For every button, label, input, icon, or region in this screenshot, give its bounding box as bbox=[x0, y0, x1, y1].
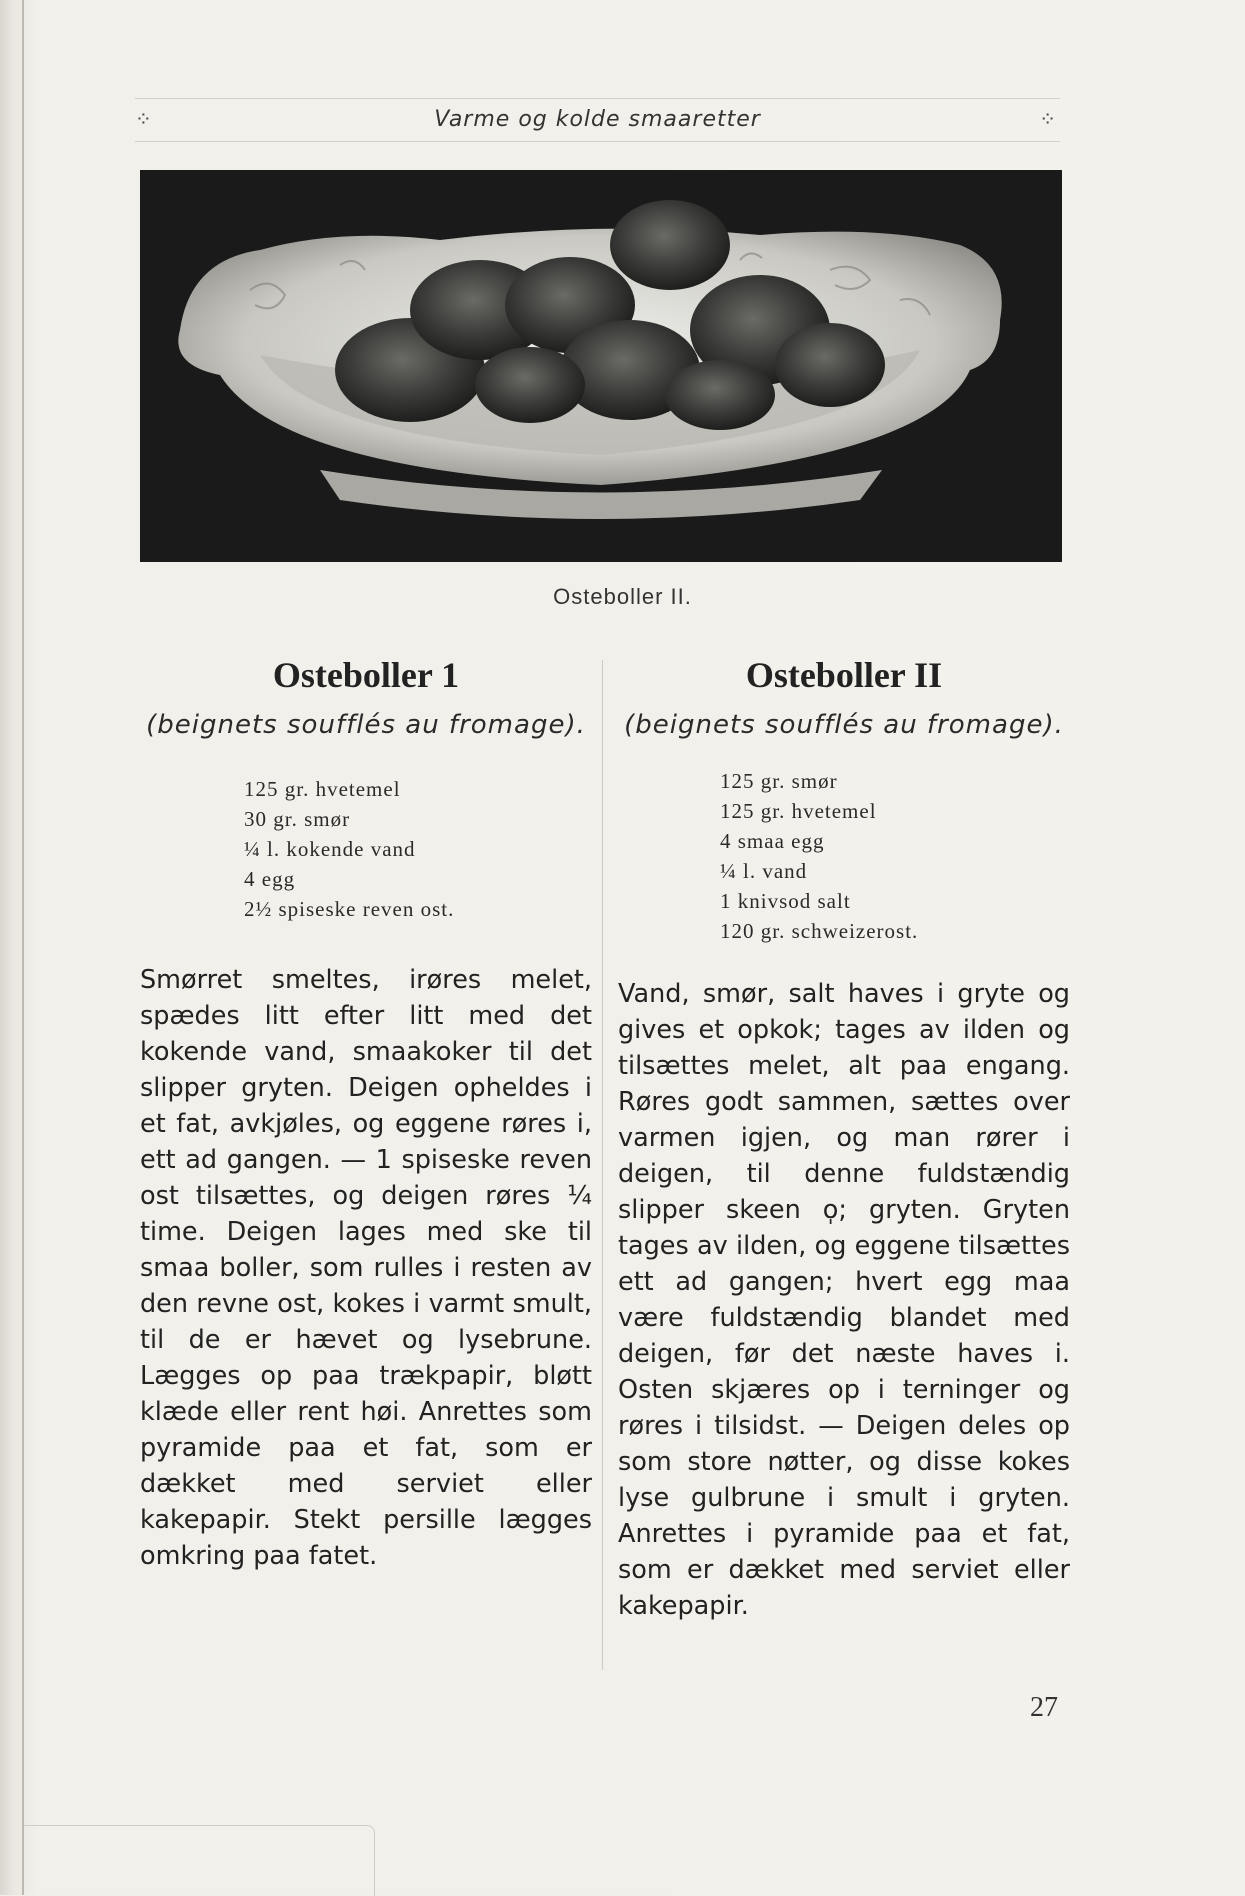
running-header-title: Varme og kolde smaaretter bbox=[434, 107, 761, 132]
ingredient-item: 125 gr. hvetemel bbox=[244, 777, 401, 801]
osteboller-dish-image bbox=[140, 170, 1062, 562]
recipe-column-2 bbox=[618, 650, 1070, 1624]
recipe-subtitle: (beignets soufflés au fromage). bbox=[624, 710, 1064, 740]
page-spine-edge bbox=[22, 0, 24, 1895]
recipe-title: Osteboller 1 bbox=[272, 655, 460, 695]
ingredient-item: 125 gr. smør bbox=[720, 769, 838, 793]
page-number: 27 bbox=[1030, 1692, 1058, 1723]
page-tab-mark bbox=[24, 1825, 375, 1896]
column-divider bbox=[602, 660, 603, 1670]
ornament-left-icon: ⁘ bbox=[135, 107, 152, 131]
ingredient-item: 4 smaa egg bbox=[720, 829, 825, 853]
ingredient-item: 125 gr. hvetemel bbox=[720, 799, 877, 823]
ingredient-item: 1 knivsod salt bbox=[720, 889, 851, 913]
ingredient-list bbox=[244, 774, 592, 924]
recipe-instructions: Vand, smør, salt haves i gryte og gives et opkok; tages av ilden og tilsættes melet, alt paa engang. Røres godt sammen, sættes over varmen igjen, og man rører i deigen, til denne fuldstændig slipper skeen o̩; gryten. Gryten tages av ilden, og eggene tilsættes ett ad gangen; hvert egg maa være fuldstændig blandet med deigen, før det næste haves i. Osten skjæres op i terninger og røres i tilsidst. — Deigen deles op som store nøtter, og disse kokes lyse gulbrune i smult i gryten. Anrettes i pyramide paa et fat, som er dækket med serviet eller kakepapir. bbox=[618, 979, 1070, 1621]
ingredient-item: 120 gr. schweizerost. bbox=[720, 919, 919, 943]
ingredient-item: ¼ l. vand bbox=[720, 859, 808, 883]
recipe-subtitle: (beignets soufflés au fromage). bbox=[146, 710, 586, 740]
ingredient-list bbox=[720, 766, 1070, 946]
dish-photo bbox=[140, 170, 1062, 562]
recipe-instructions: Smørret smeltes, irøres melet, spædes litt efter litt med det kokende vand, smaakoker til det slipper gryten. Deigen opheldes i et fat, avkjøles, og eggene røres i, ett ad gangen. — 1 spiseske reven ost tilsættes, og deigen røres ¼ time. Deigen lages med ske til smaa boller, som rulles i resten av den revne ost, kokes i varmt smult, til de er hævet og lysebrune. Lægges op paa trækpapir, bløtt klæde eller rent høi. Anrettes som pyramide paa et fat, som er dækket med serviet eller kakepapir. Stekt persille lægges omkring paa fatet. bbox=[140, 965, 592, 1571]
photo-caption: Osteboller II. bbox=[553, 584, 692, 609]
running-header bbox=[135, 98, 1060, 142]
recipe-column-1 bbox=[140, 650, 592, 1574]
ingredient-item: 30 gr. smør bbox=[244, 807, 351, 831]
ornament-right-icon: ⁘ bbox=[1039, 107, 1056, 131]
ingredient-item: ¼ l. kokende vand bbox=[244, 837, 416, 861]
ingredient-item: 2½ spiseske reven ost. bbox=[244, 897, 455, 921]
ingredient-item: 4 egg bbox=[244, 867, 296, 891]
recipe-title: Osteboller II bbox=[745, 655, 943, 695]
